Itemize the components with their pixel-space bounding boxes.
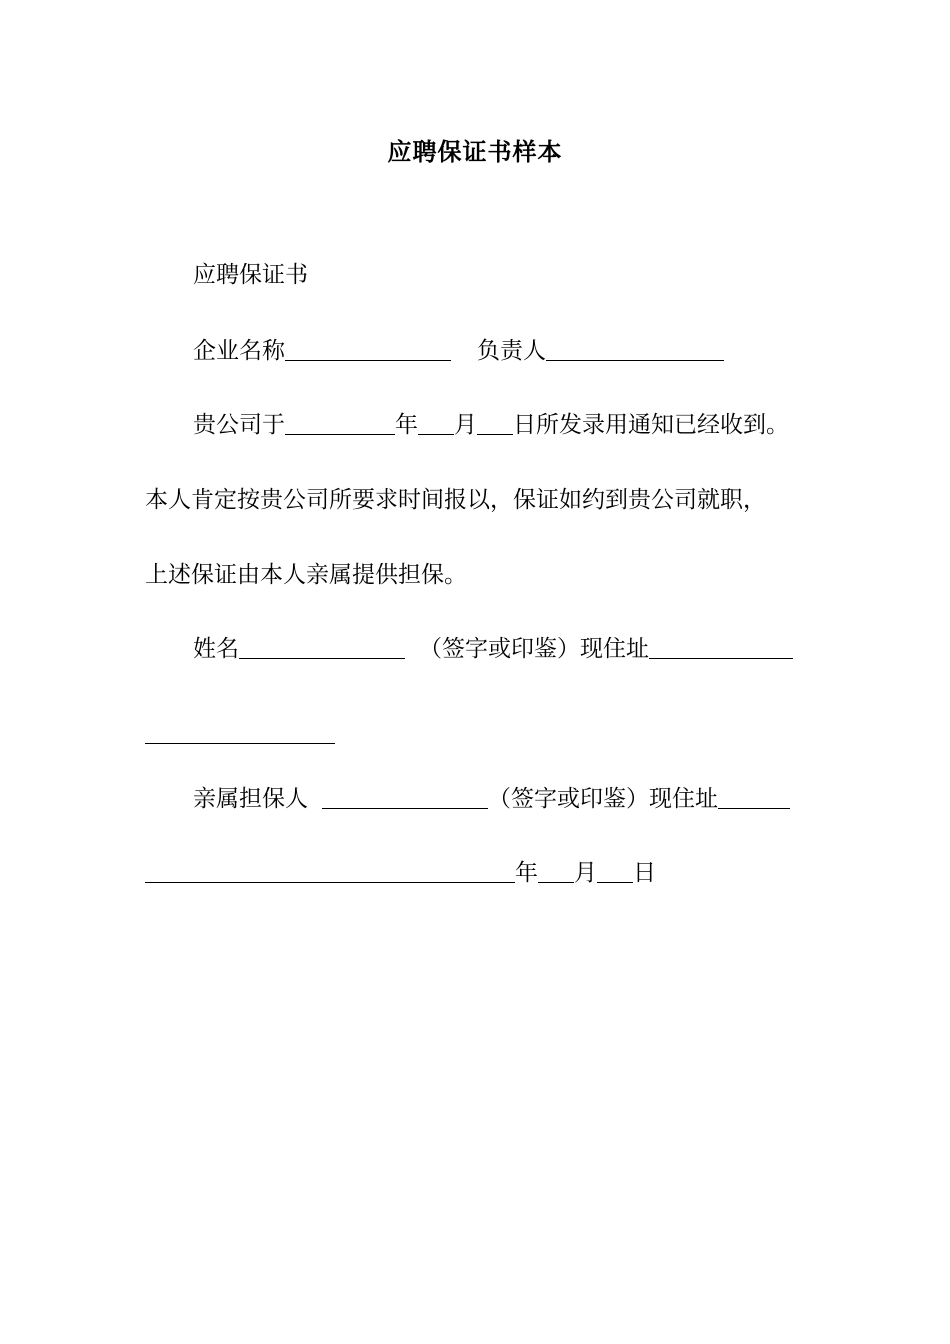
guarantor-label: 亲属担保人 [193, 786, 308, 812]
guarantor-blank[interactable] [322, 786, 488, 809]
notice-line [193, 408, 789, 442]
notice-year-blank[interactable] [285, 412, 395, 435]
address-continuation-line [145, 717, 335, 751]
guarantor-address-blank[interactable] [718, 786, 790, 809]
date-line [145, 856, 656, 890]
notice-day-suffix: 日所发录用通知已经收到。 [513, 412, 789, 438]
date-day-blank[interactable] [597, 860, 633, 883]
name-sign-label: （签字或印鉴）现住址 [419, 636, 649, 662]
notice-month-blank[interactable] [418, 412, 454, 435]
name-blank[interactable] [239, 636, 405, 659]
letter-heading: 应聘保证书 [193, 262, 308, 288]
document-title: 应聘保证书样本 [387, 137, 563, 166]
date-year-label: 年 [515, 860, 538, 886]
notice-day-blank[interactable] [477, 412, 513, 435]
name-label: 姓名 [193, 636, 239, 662]
notice-prefix: 贵公司于 [193, 412, 285, 438]
company-name-blank[interactable] [285, 338, 451, 361]
notice-month-label: 月 [454, 412, 477, 438]
guarantor-address-continuation-blank[interactable] [145, 860, 515, 883]
guarantor-line [193, 782, 790, 816]
company-name-label: 企业名称 [193, 338, 285, 364]
guarantor-sign-label: （签字或印鉴）现住址 [488, 786, 718, 812]
date-month-label: 月 [574, 860, 597, 886]
body-line-1: 本人肯定按贵公司所要求时间报以，保证如约到贵公司就职， [145, 487, 766, 513]
address-blank[interactable] [649, 636, 793, 659]
address-continuation-blank[interactable] [145, 721, 335, 744]
body-line-2: 上述保证由本人亲属提供担保。 [145, 562, 467, 588]
name-line [193, 632, 793, 666]
person-in-charge-label: 负责人 [477, 338, 546, 364]
company-line [193, 334, 724, 368]
person-in-charge-blank[interactable] [546, 338, 724, 361]
date-month-blank[interactable] [538, 860, 574, 883]
date-day-label: 日 [633, 860, 656, 886]
notice-year-label: 年 [395, 412, 418, 438]
